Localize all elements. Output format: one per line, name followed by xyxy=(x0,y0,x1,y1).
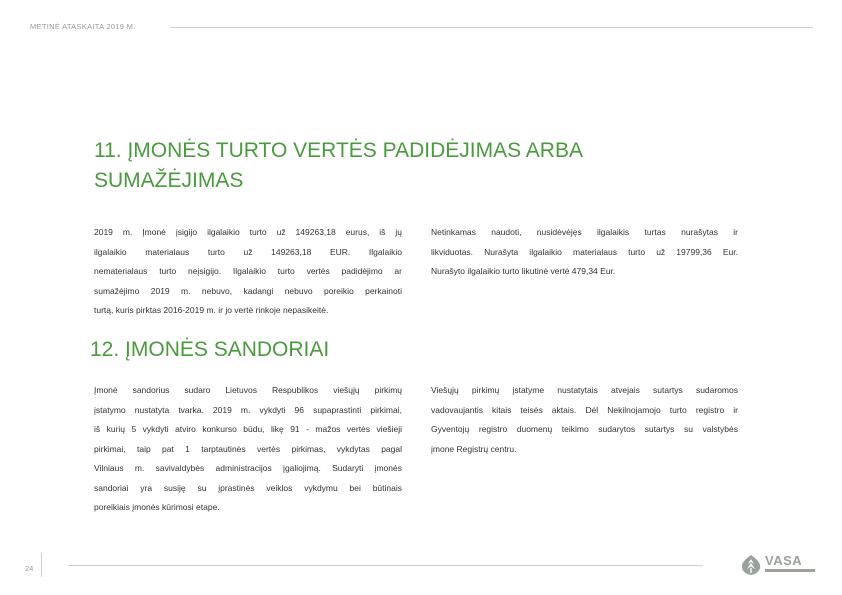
text-line: iš kurių 5 vykdyti atviro konkurso būdu, likę 91 - mažos vertės viešieji xyxy=(94,424,402,434)
text-line: 2019 m. Įmonė įsigijo ilgalaikio turto už 149263,18 eurus, iš jų xyxy=(94,227,402,237)
text-line: ilgalaikio materialaus turto už 149263,18 EUR. Ilgalaikio xyxy=(94,246,402,257)
text-line: poreikiais įmonės kūrimosi etape. xyxy=(94,502,220,512)
section-11-left-column xyxy=(94,223,402,321)
text-line: Netinkamas naudoti, nusidėvėjęs ilgalaikis turtas nurašytas ir xyxy=(431,227,738,237)
text-line: Nurašyto ilgalaikio turto likutinė vertė 479,34 Eur. xyxy=(431,266,616,276)
logo-wordmark: VASA xyxy=(765,553,803,568)
section-11-title-line-1: 11. ĮMONĖS TURTO VERTĖS PADIDĖJIMAS ARBA xyxy=(94,139,583,162)
text-line: sandoriai yra susiję su įprastinės veiklos vykdymu bei būtinais xyxy=(94,482,402,493)
text-line: Vilniaus m. savivaldybės administracijos įgaliojimą. Sudaryti įmonės xyxy=(94,463,402,473)
header-divider xyxy=(170,27,813,28)
section-12-right-column xyxy=(431,381,738,459)
text-line: įstatymo nustatyta tvarka. 2019 m. vykdyti 96 supaprastinti pirkimai, xyxy=(94,404,402,415)
text-line: sumažėjimo 2019 m. nebuvo, kadangi nebuvo poreikio perkainoti xyxy=(94,285,402,296)
section-12-left-column xyxy=(94,381,402,518)
section-12-title: 12. ĮMONĖS SANDORIAI xyxy=(90,338,330,361)
text-line: įmone Registrų centru. xyxy=(431,443,517,454)
section-11-title-line-2: SUMAŽĖJIMAS xyxy=(94,169,244,192)
footer-vertical-divider xyxy=(41,553,42,577)
text-line: Įmonė sandorius sudaro Lietuvos Respublikos viešųjų pirkimų xyxy=(94,385,402,395)
logo-underline xyxy=(765,569,815,572)
text-line: Gyventojų registro duomenų teikimo sudarytos sutartys su valstybės xyxy=(431,424,738,434)
section-11-title xyxy=(94,136,694,196)
text-line: vadovaujantis kitais teisės aktais. Dėl Nekilnojamojo turto registro ir xyxy=(431,404,738,415)
text-line: Viešųjų pirkimų įstatyme nustatytais atvejais sutartys sudaromos xyxy=(431,385,738,395)
page-number: 24 xyxy=(25,564,34,573)
footer-divider xyxy=(68,565,703,566)
text-line: pirkimai, taip pat 1 tarptautinės vertės pirkimas, vykdytas pagal xyxy=(94,443,402,454)
text-line: turtą, kuris pirktas 2016-2019 m. ir jo vertė rinkoje nepasikeitė. xyxy=(94,305,329,315)
text-line: nematerialaus turto neįsigijo. Ilgalaikio turto vertės padidėjimo ar xyxy=(94,266,402,276)
text-line: likviduotas. Nurašyta ilgalaikio materialaus turto už 19799,36 Eur. xyxy=(431,246,738,257)
section-11-right-column xyxy=(431,223,738,282)
running-header: METINĖ ATASKAITA 2019 M. xyxy=(30,22,136,31)
